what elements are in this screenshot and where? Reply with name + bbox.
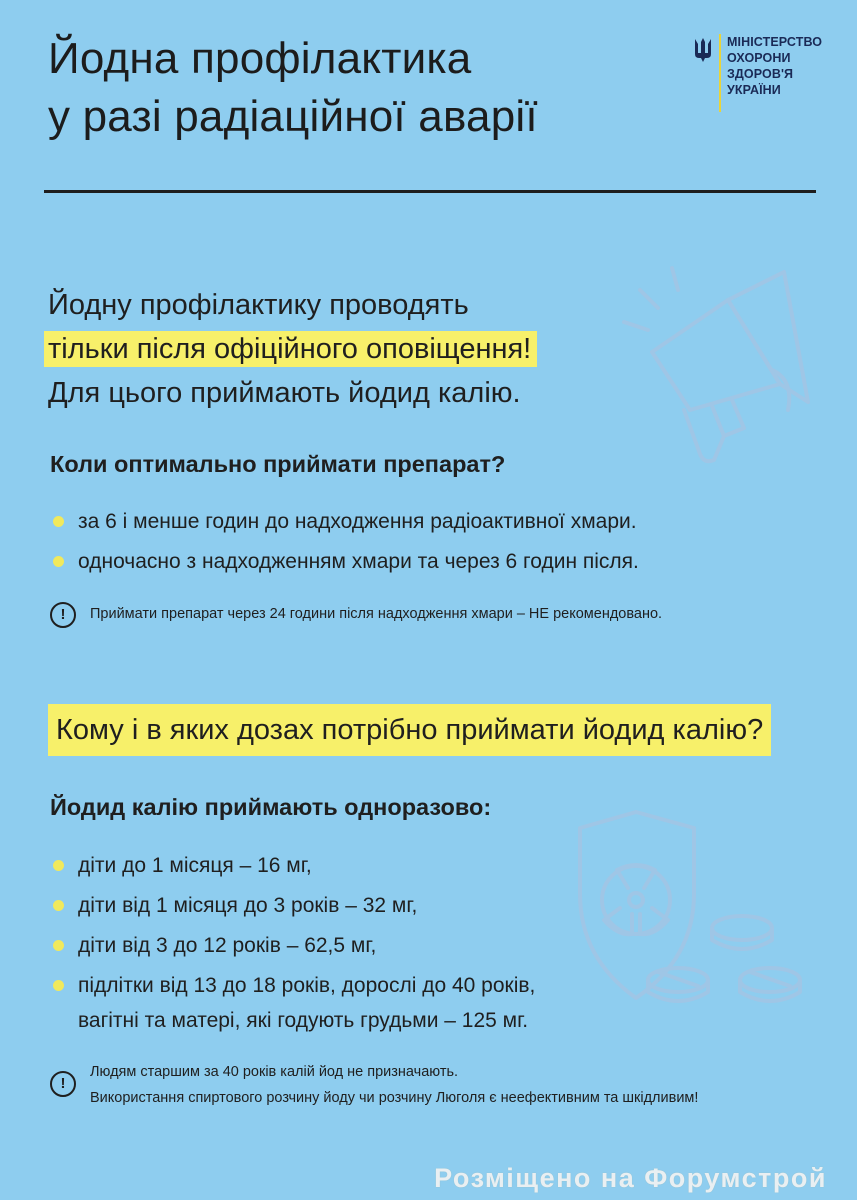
page-title xyxy=(48,30,538,146)
dosage-heading: Йодид калію приймають одноразово: xyxy=(50,794,492,820)
exclamation-circle-icon: ! xyxy=(50,1071,76,1097)
intro-line-1: Йодну профілактику проводять xyxy=(48,289,469,321)
timing-list xyxy=(50,502,639,582)
intro-line-3: Для цього приймають йодид калію. xyxy=(48,377,521,409)
list-item-text: вагітні та матері, які годують грудьми – 125 мг. xyxy=(78,1009,529,1032)
ministry-name-line: ЗДОРОВ'Я xyxy=(727,67,794,81)
watermark: Розміщено на Форумстрой xyxy=(434,1163,827,1193)
list-item xyxy=(50,886,535,926)
list-item xyxy=(50,542,639,582)
bullet-dot xyxy=(53,556,64,567)
note-text: Приймати препарат через 24 години після надходження хмари – НЕ рекомендовано. xyxy=(90,606,663,622)
title-divider xyxy=(44,190,816,193)
list-item-text: одночасно з надходженням хмари та через 6 годин після. xyxy=(78,550,639,573)
intro-text xyxy=(48,283,537,415)
pills-icon xyxy=(648,916,800,1001)
bullet-dot xyxy=(53,860,64,871)
megaphone-icon xyxy=(612,260,812,470)
title-line-1: Йодна профілактика xyxy=(48,34,472,83)
bullet-dot xyxy=(53,516,64,527)
list-item-text: підлітки від 13 до 18 років, дорослі до 40 років, xyxy=(78,974,536,997)
radiation-shield-icon xyxy=(570,808,810,1018)
bullet-dot xyxy=(53,940,64,951)
logo-divider xyxy=(719,34,721,112)
ministry-name-line: МІНІСТЕРСТВО xyxy=(727,35,823,49)
note-text: Використання спиртового розчину йоду чи розчину Люголя є неефективним та шкідливим! xyxy=(90,1090,699,1106)
dosage-banner: Кому і в яких дозах потрібно приймати йодид калію? xyxy=(48,704,771,756)
list-item xyxy=(50,966,535,1006)
timing-warning-note xyxy=(50,601,662,628)
title-line-2: у разі радіаційної аварії xyxy=(48,92,538,141)
dosage-warning-note xyxy=(50,1059,698,1111)
dosage-list xyxy=(50,846,535,1036)
list-item-text: діти до 1 місяця – 16 мг, xyxy=(78,854,312,877)
list-item-text: діти від 3 до 12 років – 62,5 мг, xyxy=(78,934,377,957)
bullet-dot xyxy=(53,900,64,911)
ministry-name-line: УКРАЇНИ xyxy=(727,83,781,97)
ministry-name xyxy=(727,34,822,112)
timing-heading: Коли оптимально приймати препарат? xyxy=(50,451,506,477)
list-item-continuation xyxy=(50,1006,535,1036)
list-item-text: за 6 і менше годин до надходження радіоактивної хмари. xyxy=(78,510,637,533)
ministry-logo xyxy=(693,34,822,112)
ministry-name-line: ОХОРОНИ xyxy=(727,51,791,65)
list-item xyxy=(50,846,535,886)
exclamation-circle-icon: ! xyxy=(50,602,76,628)
list-item-text: діти від 1 місяця до 3 років – 32 мг, xyxy=(78,894,418,917)
bullet-dot xyxy=(53,980,64,991)
list-item xyxy=(50,926,535,966)
note-text: Людям старшим за 40 років калій йод не призначають. xyxy=(90,1064,459,1080)
intro-highlight: тільки після офіційного оповіщення! xyxy=(44,331,537,367)
trident-icon xyxy=(693,36,713,64)
list-item xyxy=(50,502,639,542)
